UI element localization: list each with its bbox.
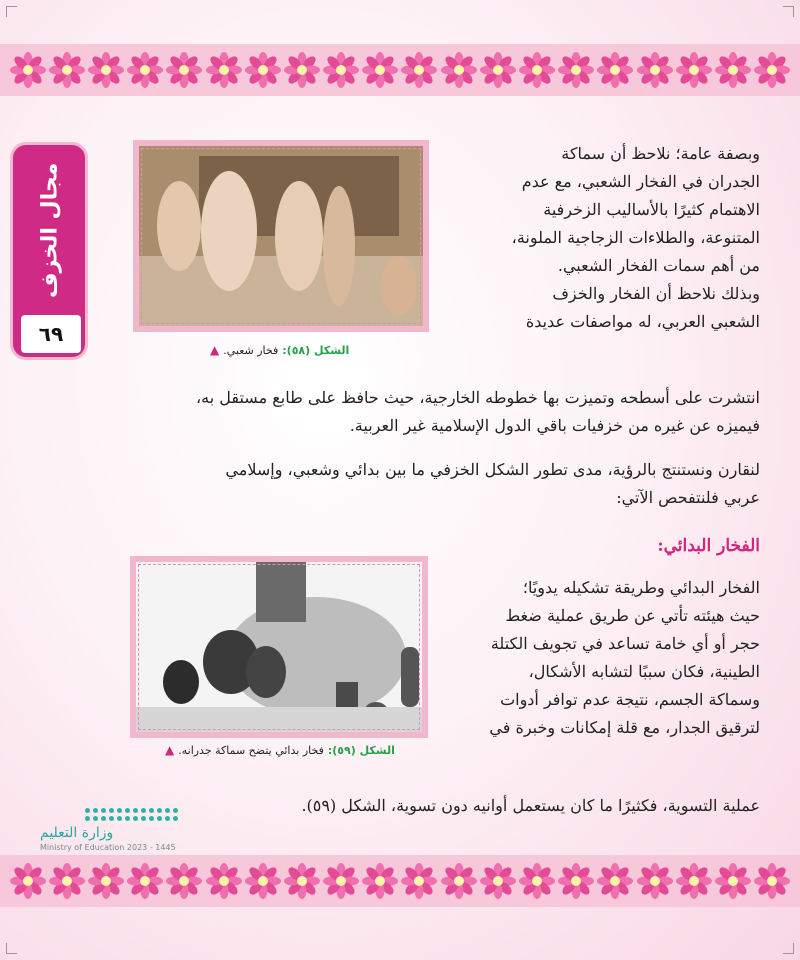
flower-icon (558, 863, 594, 899)
caption-marker-icon: ▲ (165, 743, 175, 757)
text-line: عربي فلنتفحص الآتي: (616, 488, 760, 507)
paragraph-2 (133, 384, 760, 440)
figure-59-label: الشكل (٥٩): (327, 743, 395, 757)
chapter-side-tab (10, 142, 88, 360)
flower-icon (323, 863, 359, 899)
text-line: انتشرت على أسطحه وتميزت بها خطوطه الخارجية، حيث حافظ على طابع مستقل به، (195, 388, 760, 407)
text-line: فيميزه عن غيره من خزفيات باقي الدول الإسلامية غير العربية. (349, 416, 760, 435)
flower-icon (401, 52, 437, 88)
flower-icon (10, 52, 46, 88)
caption-marker-icon: ▲ (210, 343, 220, 357)
text-line: الشعبي العربي، له مواصفات عديدة (525, 312, 760, 331)
text-line: لترقيق الجدار، مع قلة إمكانات وخبرة في (489, 718, 760, 737)
text-line: حجر أو أي خامة تساعد في تجويف الكتلة (490, 634, 760, 653)
logo-subtitle: Ministry of Education 2023 - 1445 (40, 843, 176, 852)
paragraph-4 (436, 574, 760, 742)
crop-mark (783, 943, 794, 954)
figure-59-photo (130, 556, 428, 738)
flower-icon (676, 52, 712, 88)
chapter-title: مجال الخزف (37, 162, 63, 298)
ministry-logo (40, 808, 190, 888)
figure-58-label: الشكل (٥٨): (282, 343, 350, 357)
text-line: حيث هيئته تأتي عن طريق عملية ضغط (505, 606, 760, 625)
flower-icon (323, 52, 359, 88)
flower-icon (127, 52, 163, 88)
flower-icon (362, 863, 398, 899)
flower-icon (206, 52, 242, 88)
flower-icon (49, 52, 85, 88)
page-number: ٦٩ (19, 313, 83, 355)
flower-icon (519, 52, 555, 88)
flower-icon (715, 863, 751, 899)
figure-59-text: فخار بدائي يتضح سماكة جدرانه. (178, 743, 324, 757)
text-line: لنقارن ونستنتج بالرؤية، مدى تطور الشكل الخزفي ما بين بدائي وشعبي، وإسلامي (225, 460, 760, 479)
text-line: المتنوعة، والطلاءات الزجاجية الملونة، (511, 228, 760, 247)
flower-icon (441, 863, 477, 899)
text-line: الجدران في الفخار الشعبي، مع عدم (521, 172, 760, 191)
flower-icon (441, 52, 477, 88)
flower-icon (284, 863, 320, 899)
figure-58-caption (210, 343, 349, 357)
decorative-flower-border-top (0, 44, 800, 96)
text-line: الطينية، فكان سببًا لتشابه الأشكال، (528, 662, 760, 681)
flower-icon (676, 863, 712, 899)
text-line: الاهتمام كثيرًا بالأساليب الزخرفية (543, 200, 760, 219)
text-line: وبصفة عامة؛ نلاحظ أن سماكة (561, 144, 760, 163)
flower-icon (558, 52, 594, 88)
pottery-jars-image (139, 146, 423, 326)
text-line: وسماكة الجسم، نتيجة عدم توافر أدوات (500, 690, 760, 709)
text-line: وبذلك نلاحظ أن الفخار والخزف (552, 284, 760, 303)
text-line: من أهم سمات الفخار الشعبي. (557, 256, 760, 275)
flower-icon (480, 863, 516, 899)
paragraph-4-continued (133, 792, 760, 820)
primitive-pottery-image (136, 562, 422, 732)
crop-mark (6, 6, 17, 17)
text-line: الفخار البدائي وطريقة تشكيله يدويًا؛ (522, 578, 760, 597)
logo-dots-icon (85, 808, 185, 821)
section-heading: الفخار البدائي: (657, 536, 760, 556)
flower-icon (245, 863, 281, 899)
flower-icon (637, 52, 673, 88)
figure-59-caption (165, 743, 395, 757)
paragraph-3 (133, 456, 760, 512)
figure-58-photo (133, 140, 429, 332)
flower-icon (88, 52, 124, 88)
flower-icon (597, 863, 633, 899)
flower-icon (401, 863, 437, 899)
crop-mark (6, 943, 17, 954)
flower-icon (284, 52, 320, 88)
flower-icon (715, 52, 751, 88)
text-line: عملية التسوية، فكثيرًا ما كان يستعمل أوانيه دون تسوية، الشكل (٥٩). (301, 796, 760, 815)
flower-icon (519, 863, 555, 899)
logo-name: وزارة التعليم (40, 825, 114, 841)
flower-icon (754, 863, 790, 899)
flower-icon (245, 52, 281, 88)
flower-icon (480, 52, 516, 88)
crop-mark (783, 6, 794, 17)
paragraph-1 (436, 140, 760, 336)
flower-icon (597, 52, 633, 88)
flower-icon (362, 52, 398, 88)
figure-58-text: فخار شعبي. (223, 343, 279, 357)
flower-icon (206, 863, 242, 899)
flower-icon (754, 52, 790, 88)
flower-icon (166, 52, 202, 88)
flower-icon (637, 863, 673, 899)
